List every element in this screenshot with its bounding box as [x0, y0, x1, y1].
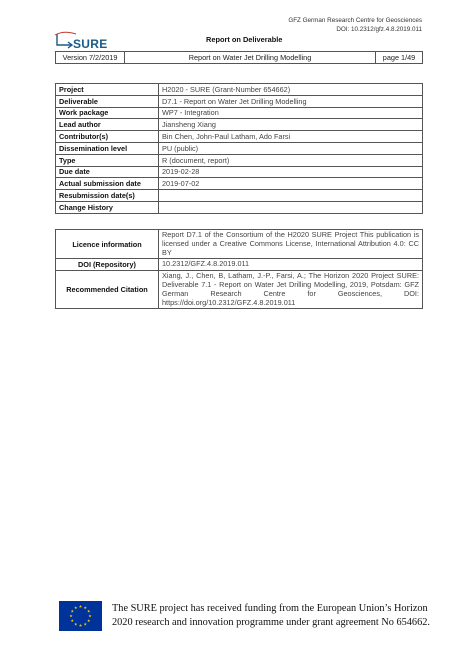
report-title: Report on Deliverable — [206, 35, 283, 44]
org-name: GFZ German Research Centre for Geosciences — [288, 17, 422, 24]
row-value: H2020 - SURE (Grant-Number 654662) — [159, 84, 423, 96]
row-value: D7.1 - Report on Water Jet Drilling Modelling — [159, 95, 423, 107]
info-row — [56, 178, 423, 190]
version-label: Version 7/2/2019 — [56, 52, 125, 64]
row-value: Report D7.1 of the Consortium of the H2020 SURE Project This publication is licensed under a Creative Commons License, International Attribution 4.0: CC BY — [159, 230, 423, 259]
row-value: Jiansheng Xiang — [159, 119, 423, 131]
licence-row — [56, 271, 423, 309]
row-label: Project — [56, 84, 159, 96]
header-doi: DOI: 10.2312/gfz.4.8.2019.011 — [336, 25, 422, 33]
info-row — [56, 166, 423, 178]
info-row — [56, 154, 423, 166]
row-value — [159, 190, 423, 202]
row-label: Deliverable — [56, 95, 159, 107]
eu-flag-icon — [59, 601, 102, 631]
row-label: Recommended Citation — [56, 271, 159, 309]
row-label: Lead author — [56, 119, 159, 131]
row-value: 2019-07-02 — [159, 178, 423, 190]
document-title: Report on Water Jet Drilling Modelling — [125, 52, 376, 64]
info-row — [56, 119, 423, 131]
row-label: Change History — [56, 201, 159, 213]
info-row — [56, 107, 423, 119]
licence-table — [55, 229, 423, 309]
info-row — [56, 84, 423, 96]
row-value: WP7 - Integration — [159, 107, 423, 119]
logo-text: SURE — [73, 37, 108, 51]
page-number: page 1/49 — [376, 52, 423, 64]
info-row — [56, 95, 423, 107]
row-label: Resubmission date(s) — [56, 190, 159, 202]
row-value: 10.2312/GFZ.4.8.2019.011 — [159, 259, 423, 271]
row-label: Dissemination level — [56, 142, 159, 154]
licence-row — [56, 230, 423, 259]
info-row — [56, 131, 423, 143]
row-value — [159, 201, 423, 213]
row-value: PU (public) — [159, 142, 423, 154]
info-row — [56, 190, 423, 202]
sure-logo — [54, 31, 118, 51]
info-row — [56, 142, 423, 154]
row-label: Due date — [56, 166, 159, 178]
row-label: Actual submission date — [56, 178, 159, 190]
row-label: Work package — [56, 107, 159, 119]
header-info — [288, 17, 422, 34]
version-bar — [55, 51, 423, 64]
licence-row — [56, 259, 423, 271]
row-label: Type — [56, 154, 159, 166]
row-value: Xiang, J., Chen, B, Latham, J.-P., Farsi, A.; The Horizon 2020 Project SURE: Deliverable 7.1 - Report on Water Jet Drilling Modelling, 2019, Potsdam: GFZ German Research Centre for Geosciences, DOI: https://doi.org/10.2312/GFZ.4.8.2019.011 — [159, 271, 423, 309]
info-row — [56, 201, 423, 213]
row-value: R (document, report) — [159, 154, 423, 166]
row-label: Licence information — [56, 230, 159, 259]
row-label: DOI (Repository) — [56, 259, 159, 271]
row-value: Bin Chen, John-Paul Latham, Ado Farsi — [159, 131, 423, 143]
project-info-table — [55, 83, 423, 214]
funding-statement: The SURE project has received funding from the European Union’s Horizon 2020 research and innovation programme under grant agreement No 654662. — [112, 603, 430, 628]
row-value: 2019-02-28 — [159, 166, 423, 178]
row-label: Contributor(s) — [56, 131, 159, 143]
